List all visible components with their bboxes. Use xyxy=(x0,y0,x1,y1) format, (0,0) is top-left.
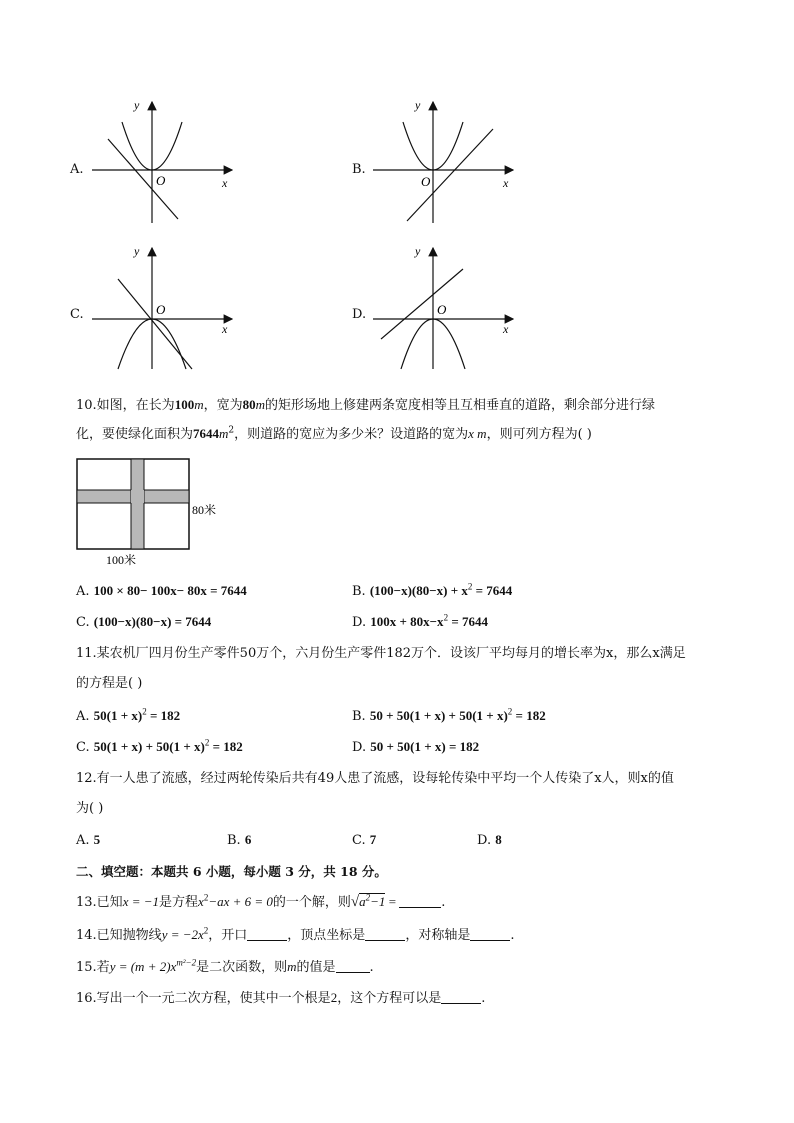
q10-option-c[interactable]: C. (100−x)(80−x) = 7644 xyxy=(76,614,212,630)
q14-blank-axis[interactable] xyxy=(470,928,510,941)
q10-stem-line1: 10.如图，在长为100m，宽为80m的矩形场地上修建两条宽度相等且互相垂直的道路，剩余部分进行绿 xyxy=(76,397,655,413)
q11-option-b[interactable]: B. $50 + 50(1 + x) + 50(1 + x)^2 = 182$ xyxy=(352,706,546,724)
q11-option-d[interactable]: D. 50 + 50(1 + x) = 182 xyxy=(352,739,480,755)
q14: 14.已知抛物线$y = -2x^2$，开口 ，顶点坐标是 ，对称轴是 . xyxy=(76,925,515,943)
q15-answer-blank[interactable] xyxy=(336,960,370,973)
q9-option-b-label: B. xyxy=(352,162,366,177)
height-label: 80米 xyxy=(192,503,217,517)
q14-blank-opening[interactable] xyxy=(247,928,287,941)
q16-answer-blank[interactable] xyxy=(441,991,481,1004)
y-label: y xyxy=(134,244,140,258)
q10-option-a[interactable]: A. 100 × 80− 100x− 80x = 7644 xyxy=(76,583,247,599)
q11-option-c[interactable]: C. $50(1 + x) + 50(1 + x)^2 = 182$ xyxy=(76,737,243,755)
q11-option-a[interactable]: A. $50(1 + x)^2 = 182$ xyxy=(76,706,181,724)
q9-graph-a xyxy=(90,97,240,227)
q10-option-b[interactable]: B. $(100-x)(80-x) + x^2 = 7644$ xyxy=(352,581,513,599)
y-label: y xyxy=(134,98,140,112)
origin-label: O xyxy=(437,302,447,317)
q9-graph-b xyxy=(371,97,521,227)
q15: 15.若$y = (m + 2)x^{m^2-2}$是二次函数，则m的值是 . xyxy=(76,957,374,975)
q12-option-b[interactable]: B. 6 xyxy=(227,832,252,848)
width-label: 100米 xyxy=(106,553,137,567)
q11-stem-line1: 11.某农机厂四月份生产零件50万个，六月份生产零件182万个．设该厂平均每月的增长率为x，那么x满足 xyxy=(76,646,686,661)
x-label: x xyxy=(222,176,228,190)
q9-option-c-label: C. xyxy=(70,307,84,322)
x-label: x xyxy=(222,322,228,336)
sqrt-radicand: $a^2-1$ xyxy=(359,892,386,909)
line xyxy=(118,279,192,369)
q11-stem-line2: 的方程是( ) xyxy=(76,676,143,691)
q12-option-a[interactable]: A. 5 xyxy=(76,832,101,848)
section-2-heading: 二、填空题：本题共 6 小题，每小题 3 分，共 18 分。 xyxy=(76,864,387,879)
q10-stem-line2: 化，要使绿化面积为$7644m^2$，则道路的宽应为多少米？设道路的宽为x m，则可列方程为( ) xyxy=(76,425,592,442)
q9-option-a-label: A. xyxy=(70,162,84,177)
line xyxy=(381,269,463,339)
q10-field-figure xyxy=(74,456,234,572)
q12-option-c[interactable]: C. 7 xyxy=(352,832,377,848)
origin-label: O xyxy=(156,302,166,317)
vertical-road xyxy=(131,459,144,549)
origin-label: O xyxy=(421,174,431,189)
q9-option-d-label: D. xyxy=(352,307,367,322)
y-label: y xyxy=(415,244,421,258)
origin-label: O xyxy=(156,173,166,188)
q13-answer-blank[interactable] xyxy=(399,895,441,908)
q16: 16.写出一个一元二次方程，使其中一个根是2，这个方程可以是 . xyxy=(76,990,486,1006)
q12-option-d[interactable]: D. 8 xyxy=(477,832,502,848)
q14-blank-vertex[interactable] xyxy=(365,928,405,941)
x-label: x xyxy=(503,176,509,190)
x-label: x xyxy=(503,322,509,336)
q13: 13.已知x = −1是方程$x^2-ax + 6 = 0$的一个解，则$√a^2-1$ = . xyxy=(76,892,446,910)
q9-graph-c xyxy=(90,243,240,373)
y-label: y xyxy=(415,98,421,112)
sqrt-sign: √ xyxy=(350,894,360,910)
q12-stem-line2: 为( ) xyxy=(76,801,104,816)
line xyxy=(108,139,178,219)
q10-option-d[interactable]: D. $100x + 80x-x^2 = 7644$ xyxy=(352,612,488,630)
line xyxy=(407,129,493,221)
q12-stem-line1: 12.有一人患了流感，经过两轮传染后共有49人患了流感，设每轮传染中平均一个人传染了x人，则x的值 xyxy=(76,771,674,786)
q9-graph-d xyxy=(371,243,521,373)
